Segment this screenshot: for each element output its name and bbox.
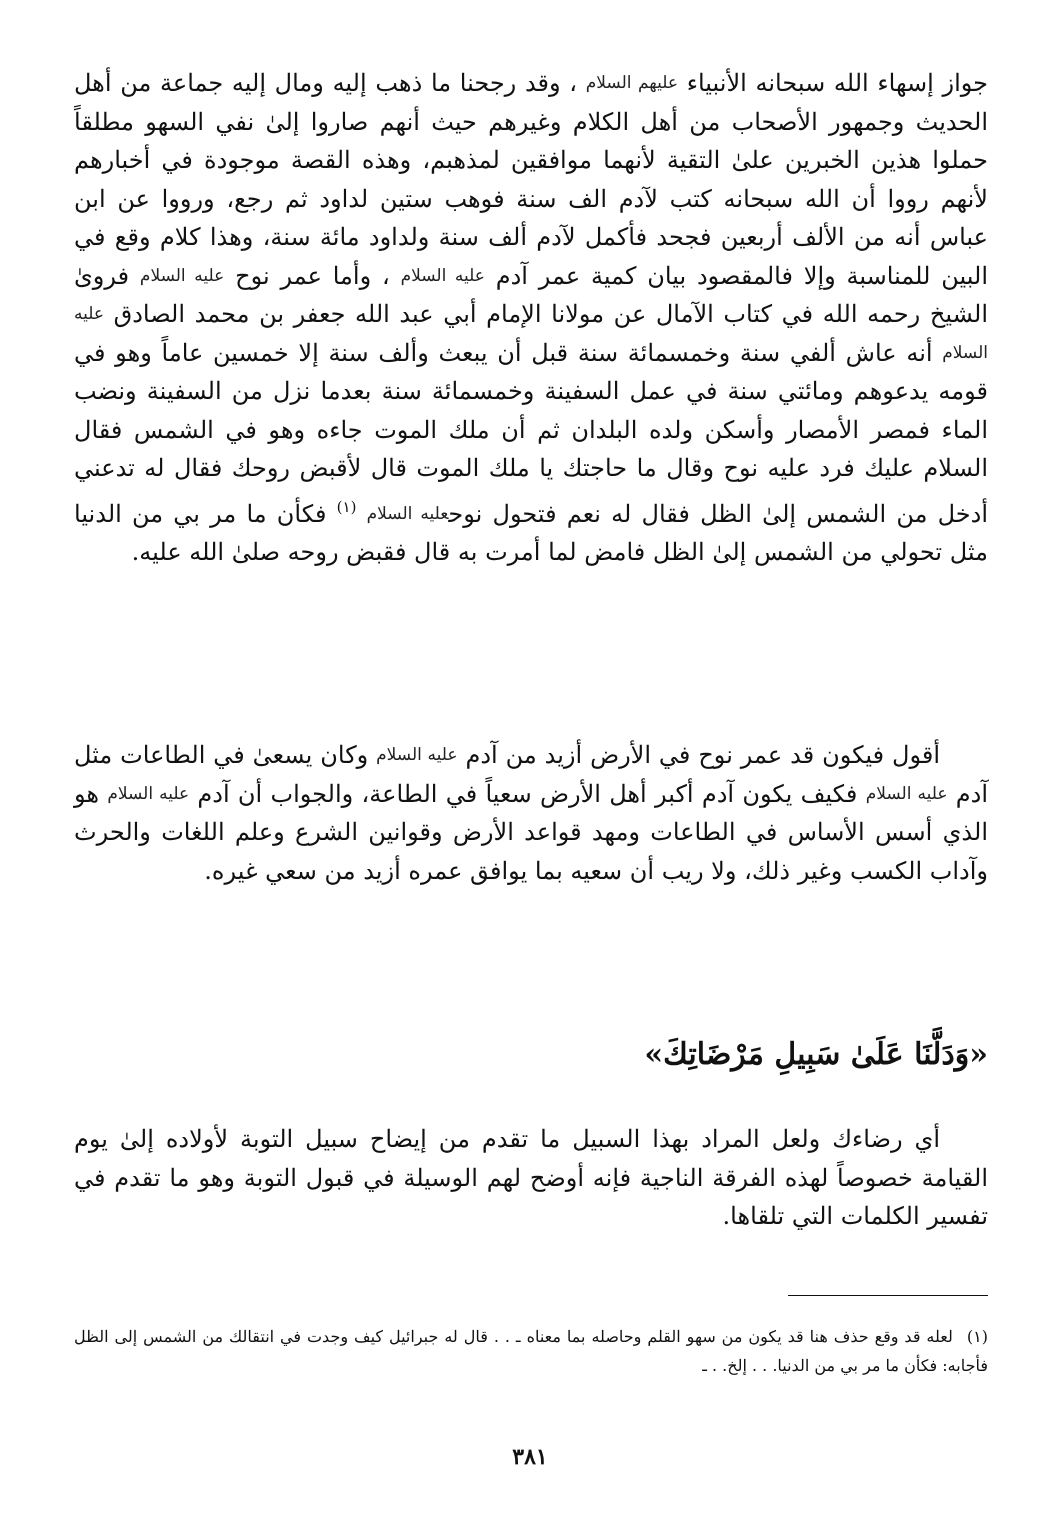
para1-text-4: فروىٰ الشيخ رحمه الله في كتاب الآمال عن مولانا الإمام أبي عبد الله جعفر بن محمد الصادق bbox=[74, 261, 988, 328]
footnote bbox=[74, 1322, 988, 1380]
salutation-glyph: عليه السلام bbox=[366, 503, 449, 524]
paragraph-1 bbox=[74, 64, 988, 572]
salutation-glyph: عليه السلام bbox=[139, 265, 225, 286]
salutation-glyph: عليه السلام bbox=[376, 745, 458, 765]
salutation-glyph: عليهم السلام bbox=[585, 73, 679, 93]
para1-text-2: ، وقد رجحنا ما ذهب إليه ومال إليه جماعة من أهل الحديث وجمهور الأصحاب من أهل الكلام وغيرهم حيث أنهم صاروا إلىٰ نفي السهو مطلقاً حملوا هذين الخبرين علىٰ التقية لأنهما موافقين لمذهبم، وهذه القصة موجودة في أخبارهم لأنهم رووا أن الله سبحانه كتب لآدم الف سنة فوهب ستين لداود ثم رجع، ورووا عن ابن عباس أنه من الألف أربعين فجحد فأكمل لآدم ألف سنة ولداود مائة سنة، وهذا كلام وقع في البين للمناسبة وإلا فالمقصود بيان كمية عمر آدم bbox=[74, 69, 988, 290]
para2-text-2: وكان يسعىٰ في الطاعات مثل آدم bbox=[74, 741, 988, 808]
footnote-divider bbox=[788, 1295, 988, 1296]
salutation-glyph: عليه السلام bbox=[865, 783, 948, 804]
paragraph-2 bbox=[74, 736, 988, 890]
para2-text-1: أقول فيكون قد عمر نوح في الأرض أزيد من آدم bbox=[457, 741, 940, 769]
page-number: ٣٨١ bbox=[512, 1444, 548, 1470]
para2-text-3: فكيف يكون آدم أكبر أهل الأرض سعياً في الطاعة، والجواب أن آدم bbox=[189, 779, 866, 808]
footnote-marker: (١) bbox=[966, 1327, 988, 1346]
salutation-glyph: عليه السلام bbox=[400, 265, 485, 286]
para1-text-1: جواز إسهاء الله سبحانه الأنبياء bbox=[678, 69, 989, 97]
paragraph-3: أي رضاءك ولعل المراد بهذا السبيل ما تقدم من إيضاح سبيل التوبة لأولاده إلىٰ يوم القيامة خصوصاً لهذه الفرقة الناجية فإنه أوضح لهم الوسيلة في قبول التوبة وهو ما تقدم في تفسير الكلمات التي تلقاها. bbox=[74, 1125, 988, 1230]
footnote-text: لعله قد وقع حذف هنا قد يكون من سهو القلم وحاصله بما معناه ـ . . قال له جبرائيل كيف وجدت في انتقالك من الشمس إلى الظل فأجابه: فكأن ما مر بي من الدنيا. . . إلخ. . ـ bbox=[74, 1327, 988, 1375]
para1-text-5: أنه عاش ألفي سنة وخمسمائة سنة قبل أن يبعث وألف سنة إلا خمسين عاماً وهو في قومه يدعوهم ومائتي سنة في عمل السفينة وخمسمائة سنة بعدما نزل من السفينة ونضب الماء فمصر الأمصار وأسكن ولده البلدان ثم أن ملك الموت جاءه وهو في الشمس فقال السلام عليك فرد عليه نوح وقال ما حاجتك يا ملك الموت قال لأقبض روحك فقال له تدعني أدخل من الشمس إلىٰ الظل فقال له نعم فتحول نوح bbox=[74, 338, 989, 528]
salutation-glyph: عليه السلام bbox=[74, 304, 988, 363]
para2-text-4: هو الذي أسس الأساس في الطاعات ومهد قواعد الأرض وقوانين الشرع وعلم اللغات والحرث وآداب الكسب وغير ذلك، ولا ريب أن سعيه بما يوافق عمره أزيد من سعي غيره. bbox=[74, 779, 988, 885]
section-heading: «وَدَلَّنَا عَلَىٰ سَبِيلِ مَرْضَاتِكَ» bbox=[644, 1037, 988, 1072]
footnote-reference[interactable]: (١) bbox=[336, 497, 357, 516]
para1-text-6: فكأن ما مر بي من الدنيا مثل تحولي من الشمس إلىٰ الظل فامض لما أمرت به قال فقبض روحه صلىٰ الله عليه. bbox=[74, 499, 988, 566]
salutation-glyph: عليه السلام bbox=[107, 783, 190, 804]
para1-text-3: ، وأما عمر نوح bbox=[224, 261, 401, 290]
